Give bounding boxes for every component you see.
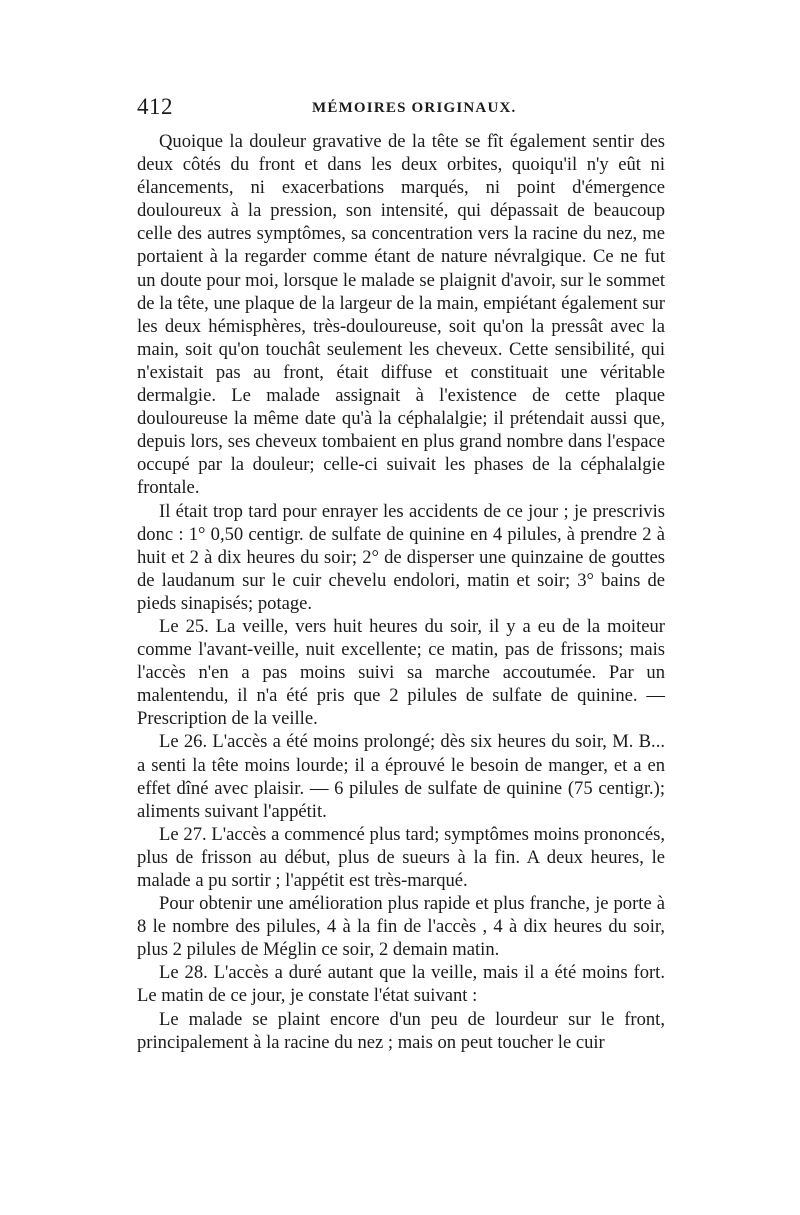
page-number: 412 [137,94,173,119]
paragraph-headache-description: Quoique la douleur gravative de la tête se fît également sentir des deux côtés du front et dans les deux orbites, quoiqu'il n'y eût ni élancements, ni exacerbations marqués, ni point d'émergence douloureux à la pression, son intensité, qui dépassait de beaucoup celle des autres symptômes, sa concentration vers la racine du nez, me portaient à la regarder comme étant de nature névralgique. Ce ne fut un doute pour moi, lorsque le malade se plaignit d'avoir, sur le sommet de la tête, une plaque de la largeur de la main, empiétant également sur les deux hémisphères, très-douloureuse, soit qu'on la pressât avec la main, soit qu'on touchât seulement les cheveux. Cette sensibilité, qui n'existait pas au front, était diffuse et constituait une véritable dermalgie. Le malade assignait à l'existence de cette plaque douloureuse la même date qu'à la céphalalgie; il prétendait aussi que, depuis lors, ses cheveux tombaient en plus grand nombre dans l'espace occupé par la douleur; celle-ci suivait les phases de la céphalalgie frontale. [137,131,665,499]
paragraph-day-27: Le 27. L'accès a commencé plus tard; symptômes moins prononcés, plus de frisson au début, plus de sueurs à la fin. A deux heures, le malade a pu sortir ; l'appétit est très-marqué. [137,823,665,891]
paragraph-increased-dose: Pour obtenir une amélioration plus rapide et plus franche, je porte à 8 le nombre des pilules, 4 à la fin de l'accès , 4 à dix heures du soir, plus 2 pilules de Méglin ce soir, 2 demain matin. [137,893,665,961]
paragraph-patient-state: Le malade se plaint encore d'un peu de lourdeur sur le front, principalement à la racine du nez ; mais on peut toucher le cuir [137,1008,665,1053]
running-head [137,94,665,130]
paragraph-prescription: Il était trop tard pour enrayer les accidents de ce jour ; je prescrivis donc : 1° 0,50 centigr. de sulfate de quinine en 4 pilules, à prendre 2 à huit et 2 à dix heures du soir; 2° de disperser une quinzaine de gouttes de laudanum sur le cuir chevelu endolori, matin et soir; 3° bains de pieds sinapisés; potage. [137,500,665,614]
body-text [137,130,665,1054]
paragraph-day-26: Le 26. L'accès a été moins prolongé; dès six heures du soir, M. B... a senti la tête moins lourde; il a éprouvé le besoin de manger, et a en effet dîné avec plaisir. — 6 pilules de sulfate de quinine (75 centigr.); aliments suivant l'appétit. [137,731,665,822]
running-title: MÉMOIRES ORIGINAUX. [312,100,517,116]
paragraph-day-25: Le 25. La veille, vers huit heures du soir, il y a eu de la moiteur comme l'avant-veille, nuit excellente; ce matin, pas de frissons; mais l'accès n'en a pas moins suivi sa marche accoutumée. Par un malentendu, il n'a été pris que 2 pilules de sulfate de quinine. — Prescription de la veille. [137,615,665,730]
book-page [137,94,665,1054]
paragraph-day-28: Le 28. L'accès a duré autant que la veille, mais il a été moins fort. Le matin de ce jour, je constate l'état suivant : [137,962,665,1007]
